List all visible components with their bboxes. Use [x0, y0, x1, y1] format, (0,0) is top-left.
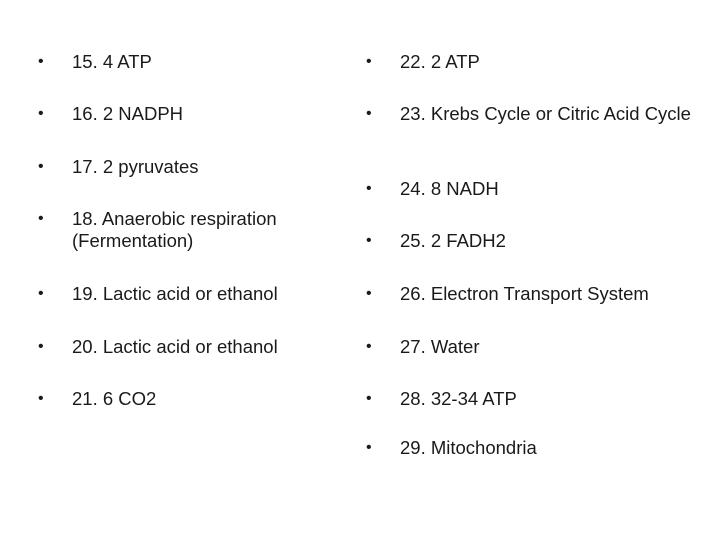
list-item [366, 103, 700, 125]
list-item-text: 28. 32-34 ATP [400, 388, 517, 409]
list-item-text: 29. Mitochondria [400, 437, 537, 458]
bullet-icon: • [366, 285, 372, 302]
list-item [38, 156, 199, 178]
list-item [366, 336, 480, 358]
list-item-text: 20. Lactic acid or ethanol [72, 336, 278, 357]
list-item-text: 17. 2 pyruvates [72, 156, 199, 177]
list-item-text: 27. Water [400, 336, 480, 357]
list-item [38, 51, 152, 73]
bullet-icon: • [366, 53, 372, 70]
list-item-text: 24. 8 NADH [400, 178, 499, 199]
list-item [366, 178, 499, 200]
list-item-text: 21. 6 CO2 [72, 388, 157, 409]
list-item-text: 23. Krebs Cycle or Citric Acid Cycle [400, 103, 691, 124]
bullet-icon: • [38, 210, 44, 227]
list-item [366, 388, 517, 410]
list-item-text: 26. Electron Transport System [400, 283, 649, 304]
bullet-icon: • [366, 390, 372, 407]
list-item-text: 16. 2 NADPH [72, 103, 184, 124]
list-item [38, 283, 278, 305]
list-item [366, 51, 480, 73]
bullet-icon: • [38, 338, 44, 355]
bullet-icon: • [366, 338, 372, 355]
bullet-icon: • [366, 105, 372, 122]
list-item [366, 230, 506, 252]
bullet-icon: • [366, 180, 372, 197]
bullet-icon: • [38, 285, 44, 302]
list-item [38, 388, 156, 410]
list-item-text: 18. Anaerobic respiration (Fermentation) [72, 208, 277, 251]
bullet-icon: • [366, 439, 372, 456]
list-item-text: 22. 2 ATP [400, 51, 480, 72]
list-item [366, 283, 649, 305]
bullet-icon: • [38, 158, 44, 175]
bullet-icon: • [38, 105, 44, 122]
bullet-icon: • [366, 232, 372, 249]
list-item-text: 19. Lactic acid or ethanol [72, 283, 278, 304]
list-item-text: 25. 2 FADH2 [400, 230, 506, 251]
list-item-text: 15. 4 ATP [72, 51, 152, 72]
bullet-icon: • [38, 53, 44, 70]
list-item [38, 208, 334, 252]
list-item [38, 336, 278, 358]
bullet-icon: • [38, 390, 44, 407]
list-item [38, 103, 183, 125]
list-item [366, 437, 537, 459]
